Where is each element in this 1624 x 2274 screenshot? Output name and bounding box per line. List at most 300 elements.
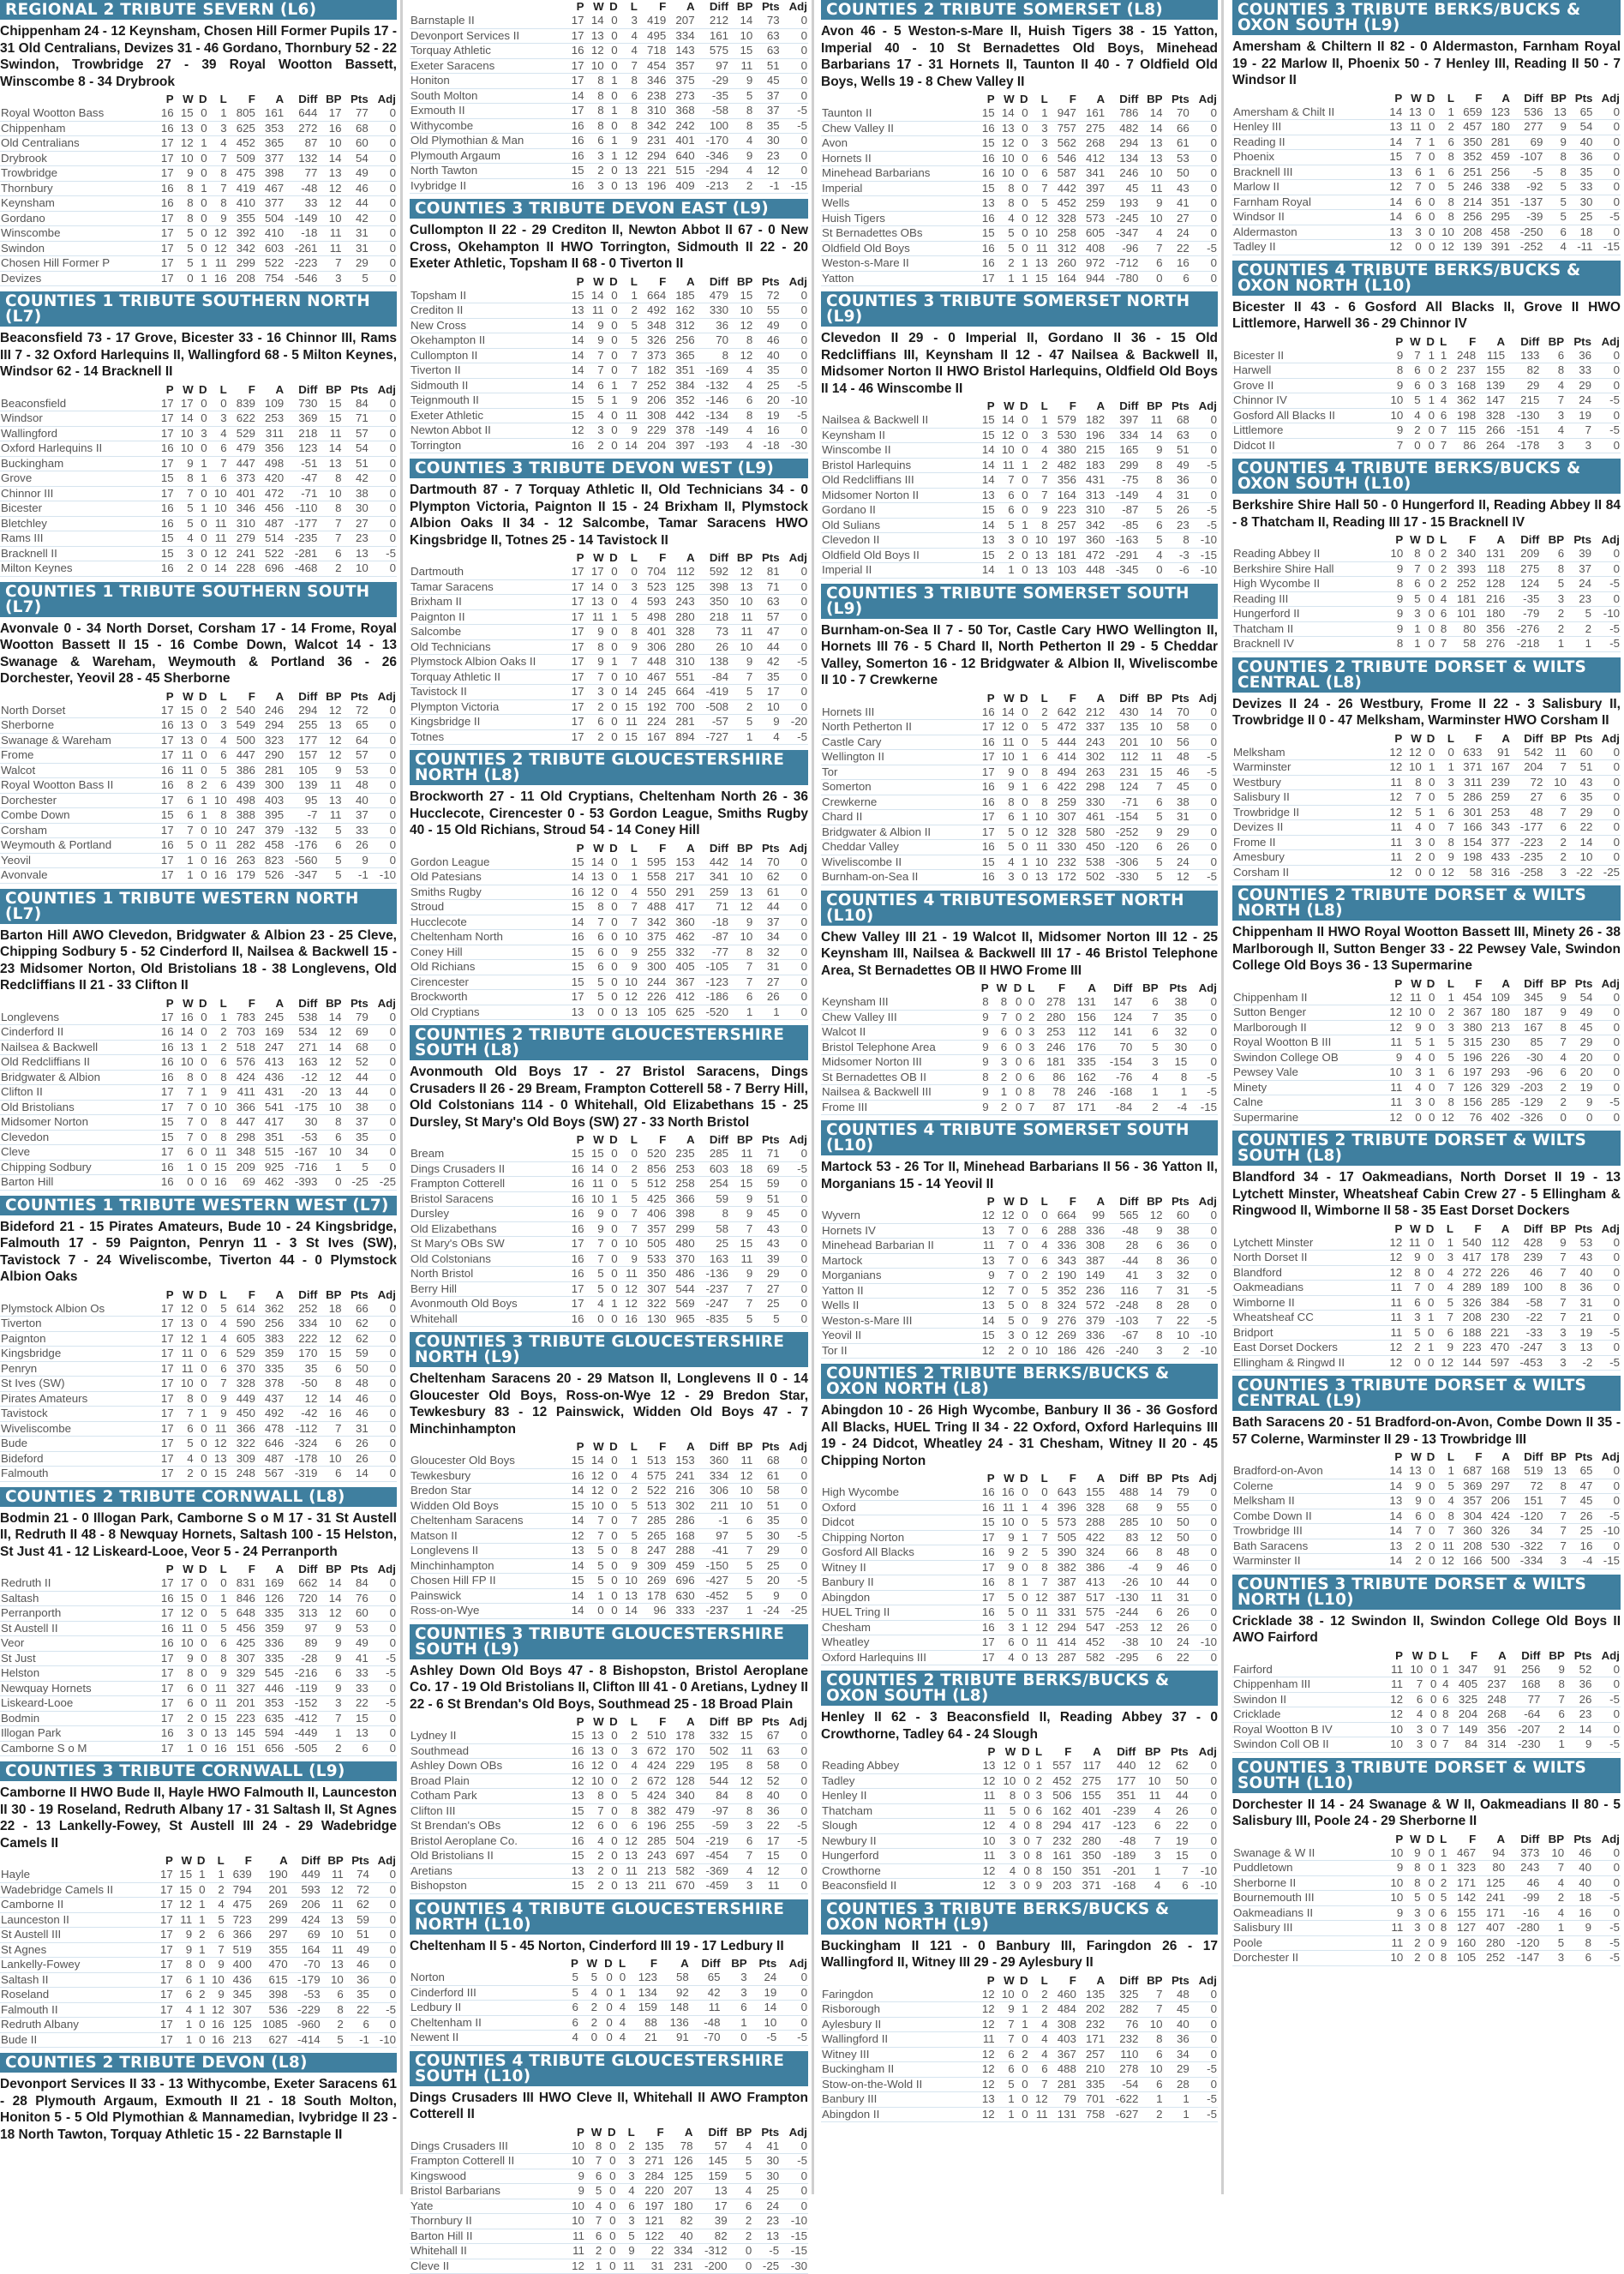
stat-cell: 4 <box>1139 488 1163 503</box>
stat-cell: 94 <box>1477 1846 1506 1861</box>
stat-cell: 336 <box>1049 1239 1077 1254</box>
stat-cell: 846 <box>228 1591 256 1606</box>
team-name: Supermarine <box>1232 1110 1384 1125</box>
stat-cell: 1 <box>1423 135 1436 150</box>
stat-cell: 26 <box>696 639 729 655</box>
stat-cell: 8 <box>996 181 1016 196</box>
stat-cell: 13 <box>175 733 195 748</box>
stat-cell: 77 <box>1507 1692 1542 1707</box>
stat-cell: 3 <box>1404 1722 1423 1737</box>
stat-cell: 359 <box>256 1621 285 1636</box>
stat-cell: 18 <box>1565 1891 1592 1906</box>
stat-cell: 9 <box>996 1530 1016 1545</box>
stat-cell: 360 <box>1455 1524 1483 1539</box>
stat-cell: 5 <box>208 1621 228 1636</box>
stat-cell: 13 <box>343 1726 369 1742</box>
stat-cell: 27 <box>753 975 780 990</box>
table-row <box>0 211 397 226</box>
stat-cell: 0 <box>1593 1539 1621 1554</box>
stat-cell: 7 <box>585 1514 605 1529</box>
stat-cell: 9 <box>174 1928 193 1943</box>
stat-cell: 16 <box>155 1160 175 1175</box>
stat-cell: 5 <box>996 226 1016 242</box>
stat-cell: 13 <box>565 303 584 319</box>
table-row <box>0 1942 397 1958</box>
stat-cell: 0 <box>1423 790 1436 806</box>
stat-cell: 3 <box>1565 438 1592 453</box>
stat-cell: 0 <box>781 74 808 89</box>
stat-cell: -235 <box>1511 850 1543 866</box>
stat-cell: 221 <box>638 164 667 179</box>
stat-cell: 168 <box>1447 378 1477 393</box>
stat-cell: 62 <box>343 1331 369 1347</box>
stat-cell: 0 <box>1190 1485 1218 1500</box>
stat-cell: 576 <box>228 1055 256 1071</box>
stat-cell: 11 <box>1403 120 1423 135</box>
team-name: Buckingham II <box>821 2062 976 2078</box>
stat-cell: 11 <box>619 1863 638 1879</box>
stat-cell: 12 <box>1384 180 1404 195</box>
table-row <box>410 28 808 44</box>
stat-cell: 436 <box>256 1070 285 1085</box>
stat-cell: 162 <box>1043 1803 1072 1819</box>
stat-cell: 91 <box>658 2031 690 2046</box>
stat-cell: -29 <box>696 74 729 89</box>
stat-cell: 10 <box>1029 855 1049 870</box>
stat-cell: 16 <box>976 735 996 750</box>
stat-cell: 545 <box>256 1666 285 1682</box>
stat-cell: 9 <box>996 2002 1016 2018</box>
stat-cell: 312 <box>667 318 695 333</box>
stat-cell: -10 <box>781 393 808 409</box>
team-name: Salcombe <box>410 625 565 640</box>
stat-cell: 0 <box>369 1130 397 1145</box>
stat-cell: 336 <box>1077 1329 1106 1344</box>
stat-cell: 0 <box>605 408 619 423</box>
team-name: Bracknell IV <box>1232 637 1384 652</box>
column-header: Pts <box>1164 1195 1190 1209</box>
stat-cell: -177 <box>285 516 318 531</box>
stat-cell: -137 <box>1511 195 1543 210</box>
stat-cell: -87 <box>696 930 729 945</box>
stat-cell: 7 <box>585 1803 605 1819</box>
stat-cell: 0 <box>1190 1223 1218 1239</box>
stat-cell: 16 <box>976 1620 996 1635</box>
stat-cell: 397 <box>1106 413 1139 428</box>
stat-cell: 0 <box>369 733 397 748</box>
stat-cell: 7 <box>1437 1737 1449 1753</box>
column-header: Diff <box>696 1133 729 1147</box>
stat-cell: 135 <box>1106 720 1139 735</box>
team-header <box>0 1563 155 1576</box>
stat-cell: 480 <box>667 1237 695 1252</box>
team-header <box>0 93 155 106</box>
stat-cell: 0 <box>1188 1010 1218 1025</box>
stat-cell: 2 <box>318 1741 342 1756</box>
stat-cell: 10 <box>318 1100 342 1115</box>
table-header-row <box>1232 1833 1621 1846</box>
stat-cell: 12 <box>1139 1530 1163 1545</box>
stat-cell: 10 <box>619 669 638 685</box>
stat-cell: 17 <box>565 565 584 579</box>
stat-cell: 0 <box>369 793 397 808</box>
stat-cell: 0 <box>781 699 808 715</box>
table-row <box>0 1666 397 1682</box>
stat-cell: 540 <box>1454 1236 1483 1251</box>
table-row <box>0 1576 397 1591</box>
stat-cell: 351 <box>256 1130 285 1145</box>
stat-cell: 149 <box>1450 1722 1479 1737</box>
team-name: North Bristol <box>410 1267 565 1282</box>
stat-cell: 13 <box>318 166 342 182</box>
column-header: P <box>1384 1450 1404 1464</box>
stat-cell: 307 <box>228 1651 256 1666</box>
stat-cell: 0 <box>1422 1355 1435 1371</box>
team-name: Bude <box>0 1437 155 1452</box>
stat-cell: 0 <box>1016 136 1029 152</box>
stat-cell: 14 <box>748 2001 778 2016</box>
stat-cell: 575 <box>1077 1605 1106 1621</box>
column-header: D <box>598 1957 614 1971</box>
stat-cell: 0 <box>1423 1005 1436 1021</box>
stat-cell: 452 <box>1043 1773 1072 1789</box>
column-header: Adj <box>369 690 397 704</box>
stat-cell: 6 <box>996 2047 1016 2062</box>
stat-cell: 10 <box>1139 211 1163 226</box>
stat-cell: 229 <box>667 1759 695 1774</box>
team-name: Kingsbridge <box>0 1347 155 1362</box>
stat-cell: 0 <box>1016 705 1029 720</box>
table-row <box>821 1343 1218 1359</box>
stat-cell: 100 <box>696 118 729 134</box>
stat-cell: 148 <box>658 2001 690 2016</box>
stat-cell: 9 <box>565 2184 585 2199</box>
stat-cell: 8 <box>208 808 228 824</box>
stat-cell: 14 <box>729 14 753 28</box>
stat-cell: 7 <box>1136 1833 1161 1849</box>
stat-cell: 0 <box>1190 1803 1218 1819</box>
stat-cell: 41 <box>1106 1269 1139 1284</box>
match-results: Martock 53 - 26 Tor II, Minehead Barbarians II 56 - 36 Yatton II, Morganians 15 - 14 Yeovil II <box>821 1159 1218 1192</box>
match-results: Chippenham II HWO Royal Wootton Bassett III, Minety 26 - 38 Marlborough II, Sutton Benger 33 - 22 Pewsey Vale, Swindon College Old Boys 36 - 13 Supermarine <box>1232 924 1621 975</box>
league-title: COUNTIES 4 TRIBUTE GLOUCESTERSHIRE SOUTH (L10) <box>410 2051 808 2086</box>
stat-cell: 11 <box>729 609 753 625</box>
table-row <box>1232 225 1621 240</box>
stat-cell: 15 <box>729 44 753 59</box>
column-header: Diff <box>1102 1745 1137 1759</box>
table-row <box>1232 1095 1621 1111</box>
stat-cell: 5 <box>619 333 638 349</box>
column-header: P <box>565 1957 579 1971</box>
column-header: P <box>155 1288 175 1302</box>
stat-cell: 11 <box>1384 1677 1404 1693</box>
stat-cell: 17 <box>155 166 175 182</box>
stat-cell: 322 <box>228 1437 256 1452</box>
stat-cell: 13 <box>318 718 342 734</box>
stat-cell: 0 <box>175 1175 195 1191</box>
stat-cell: 180 <box>1477 607 1506 622</box>
stat-cell: -25 <box>752 2259 780 2274</box>
stat-cell: 1 <box>1435 760 1455 776</box>
column-header: W <box>996 399 1016 413</box>
stat-cell: 4 <box>1029 2017 1049 2032</box>
stat-cell: 12 <box>1029 211 1049 226</box>
stat-cell: 49 <box>343 166 369 182</box>
stat-cell: 293 <box>1483 1065 1511 1081</box>
team-header <box>410 1440 565 1454</box>
column-header: F <box>228 383 256 397</box>
stat-cell: -10 <box>1592 607 1621 622</box>
stat-cell: 145 <box>693 2154 728 2169</box>
stat-cell: 0 <box>1190 1269 1218 1284</box>
stat-cell: 9 <box>1384 1050 1404 1065</box>
stat-cell: 221 <box>1483 1325 1511 1341</box>
stat-cell: 1 <box>1541 1737 1565 1753</box>
stat-cell: 72 <box>753 289 780 303</box>
team-name: Old Sulians <box>821 518 976 533</box>
stat-cell: 47 <box>1567 1479 1594 1494</box>
stat-cell: 17 <box>155 211 175 226</box>
stat-cell: 6 <box>1029 780 1049 795</box>
stat-cell: 252 <box>285 1302 318 1317</box>
stat-cell: 9 <box>1031 1879 1043 1894</box>
stat-cell: -120 <box>1511 1509 1543 1524</box>
stat-cell: 7 <box>996 2032 1016 2048</box>
stat-cell: 0 <box>605 1207 619 1222</box>
column-header: Diff <box>1506 335 1540 349</box>
team-name: Lytchett Minster <box>1232 1236 1384 1251</box>
stat-cell: 0 <box>1423 850 1436 866</box>
stat-cell: 1 <box>605 655 619 670</box>
stat-cell: 5 <box>175 501 195 517</box>
stat-cell: 325 <box>1106 1988 1139 2002</box>
stat-cell: 6 <box>996 1635 1016 1651</box>
stat-cell: 190 <box>1049 1269 1077 1284</box>
stat-cell: 378 <box>667 423 695 439</box>
stat-cell: 13 <box>565 1789 584 1804</box>
stat-cell: 7 <box>1543 1509 1567 1524</box>
stat-cell: 642 <box>1049 705 1077 720</box>
column-header: D <box>1423 977 1436 991</box>
stat-cell: 573 <box>1077 211 1106 226</box>
stat-cell: 0 <box>602 2169 616 2184</box>
stat-cell: 6 <box>1435 1065 1455 1081</box>
stat-cell: 0 <box>1190 1500 1218 1515</box>
stat-cell: 281 <box>1049 2077 1077 2092</box>
stat-cell: 6 <box>990 1040 1009 1055</box>
stat-cell: 12 <box>208 241 228 256</box>
stat-cell: 31 <box>343 226 369 242</box>
stat-cell: 29 <box>1506 378 1540 393</box>
column-header: F <box>1455 1450 1483 1464</box>
team-name: Thatcham <box>821 1803 976 1819</box>
stat-cell: 17 <box>155 1317 175 1332</box>
stat-cell: 9 <box>1543 135 1567 150</box>
table-row <box>821 1313 1218 1329</box>
stat-cell: 402 <box>1483 1110 1511 1125</box>
table-row <box>0 718 397 734</box>
column-header: L <box>208 383 228 397</box>
stat-cell: 16 <box>565 148 584 164</box>
stat-cell: 311 <box>1455 775 1483 790</box>
stat-cell: 12 <box>1384 1005 1404 1021</box>
stat-cell: 13 <box>175 1317 195 1332</box>
stat-cell: 80 <box>1447 621 1477 637</box>
team-name: Buckingham <box>0 456 155 471</box>
stat-cell: 8 <box>729 1789 753 1804</box>
stat-cell: 557 <box>1043 1759 1072 1773</box>
stat-cell: 0 <box>614 1971 626 1985</box>
table-row <box>821 428 1218 443</box>
stat-cell: 6 <box>1164 271 1190 286</box>
stat-cell: 16 <box>565 1267 584 1282</box>
stat-cell: 34 <box>1164 2047 1190 2062</box>
column-header: P <box>976 93 996 106</box>
stat-cell: -15 <box>781 178 808 194</box>
stat-cell: 6 <box>1403 165 1423 180</box>
stat-cell: 290 <box>256 748 285 764</box>
stat-cell: 580 <box>1077 825 1106 840</box>
stat-cell: 15 <box>565 945 584 960</box>
stat-cell: 50 <box>1161 1773 1189 1789</box>
stat-cell: 139 <box>1477 378 1506 393</box>
column-header: L <box>617 2126 636 2139</box>
stat-cell: 518 <box>228 1040 256 1055</box>
stat-cell: 0 <box>605 28 619 44</box>
stat-cell: 0 <box>1567 1110 1594 1125</box>
stat-cell: 352 <box>667 393 695 409</box>
stat-cell: 3 <box>1540 408 1565 423</box>
stat-cell: 2 <box>1029 2002 1049 2018</box>
stat-cell: 11 <box>1384 1035 1404 1051</box>
stat-cell: 0 <box>1139 563 1163 579</box>
stat-cell: 659 <box>1455 105 1483 120</box>
stat-cell: 297 <box>1483 1479 1511 1494</box>
stat-cell: 9 <box>206 1958 225 1973</box>
stat-cell: 15 <box>155 808 175 824</box>
table-row <box>1232 165 1621 180</box>
stat-cell: 379 <box>256 823 285 838</box>
stat-cell: 4 <box>753 729 780 745</box>
table-row <box>1232 1722 1621 1737</box>
stat-cell: 26 <box>343 838 369 854</box>
league-block <box>1232 1575 1621 1753</box>
stat-cell: 17 <box>155 793 175 808</box>
stat-cell: 0 <box>585 1005 605 1020</box>
league-block <box>1232 1376 1621 1569</box>
stat-cell: 348 <box>638 318 667 333</box>
stat-cell: 422 <box>1077 1530 1106 1545</box>
stat-cell: 333 <box>667 1604 695 1619</box>
stat-cell: 6 <box>1435 135 1455 150</box>
column-header: F <box>1049 399 1077 413</box>
stat-cell: 32 <box>1164 1269 1190 1284</box>
stat-cell: 23 <box>752 2214 780 2229</box>
stat-cell: 15 <box>208 1467 228 1482</box>
stat-cell: 232 <box>1049 855 1077 870</box>
stat-cell: 13 <box>1543 1464 1567 1479</box>
stat-cell: 11 <box>208 838 228 854</box>
column-header: D <box>1422 335 1435 349</box>
stat-cell: 36 <box>1566 1677 1593 1693</box>
stat-cell: 7 <box>1403 180 1423 195</box>
stat-cell: 12 <box>1435 1355 1454 1371</box>
stat-cell: 12 <box>1384 991 1404 1005</box>
stat-cell: 5 <box>729 685 753 700</box>
stat-cell: 417 <box>1072 1819 1101 1834</box>
team-name: Gordano II <box>821 503 976 519</box>
stat-cell: 0 <box>1016 1515 1029 1531</box>
team-name: Chew Valley II <box>821 121 976 136</box>
stat-cell: 0 <box>1422 1891 1435 1906</box>
stat-cell: 4 <box>728 2184 753 2199</box>
stat-cell: 431 <box>1077 473 1106 489</box>
team-name: Beaconsfield II <box>821 1879 976 1894</box>
stat-cell: 176 <box>1066 1040 1097 1055</box>
team-name: Cricklade <box>1232 1707 1384 1723</box>
stat-cell: 0 <box>605 1743 619 1759</box>
stat-cell: 9 <box>1139 443 1163 459</box>
stat-cell: 334 <box>665 2244 694 2259</box>
stat-cell: 6 <box>318 1437 342 1452</box>
table-row <box>410 1985 808 2001</box>
stat-cell: 757 <box>1049 121 1077 136</box>
stat-cell: 7 <box>996 1283 1016 1299</box>
stat-cell: 260 <box>1049 256 1077 272</box>
stat-cell: 33 <box>343 1666 369 1682</box>
column-header: BP <box>1540 1833 1565 1846</box>
stat-cell: 16 <box>155 1070 175 1085</box>
stat-cell: 313 <box>285 1606 318 1622</box>
stat-cell: 15 <box>729 1177 753 1192</box>
stat-cell: 0 <box>195 1576 208 1591</box>
stat-cell: 10 <box>343 561 369 577</box>
team-name: Perranporth <box>0 1606 155 1622</box>
stat-cell: 258 <box>667 1177 695 1192</box>
table-row <box>821 241 1218 256</box>
stat-cell: 182 <box>1077 413 1106 428</box>
stat-cell: 0 <box>1423 820 1436 836</box>
stat-cell: 291 <box>667 885 695 900</box>
stat-cell: 50 <box>1164 1515 1190 1531</box>
column-header: D <box>193 1854 206 1868</box>
stat-cell: 6 <box>1403 1509 1423 1524</box>
stat-cell: 1 <box>1435 1861 1447 1876</box>
stat-cell: 7 <box>585 2214 602 2229</box>
stat-cell: -71 <box>285 486 318 501</box>
stat-cell: 36 <box>753 1803 780 1819</box>
stat-cell: 8 <box>175 471 195 487</box>
stat-cell: 5 <box>1029 1515 1049 1531</box>
stat-cell: 15 <box>565 164 584 179</box>
stat-cell: 3 <box>585 148 605 164</box>
stat-cell: 3 <box>729 1879 753 1894</box>
stat-cell: 14 <box>1139 121 1163 136</box>
stat-cell: 17 <box>155 1928 174 1943</box>
stat-cell: 59 <box>345 1912 370 1928</box>
team-name: Okehampton II <box>410 333 565 349</box>
stat-cell: 48 <box>1164 1988 1190 2002</box>
stat-cell: 3 <box>1404 1737 1423 1753</box>
stat-cell: 0 <box>777 1985 808 2001</box>
stat-cell: 8 <box>318 501 342 517</box>
stat-cell: -25 <box>369 1175 397 1191</box>
stat-cell: 1 <box>195 1331 208 1347</box>
stat-cell: 4 <box>619 28 638 44</box>
stat-cell: 8 <box>1139 1253 1163 1269</box>
stat-cell: 0 <box>1029 1209 1049 1223</box>
stat-cell: 0 <box>195 1055 208 1071</box>
